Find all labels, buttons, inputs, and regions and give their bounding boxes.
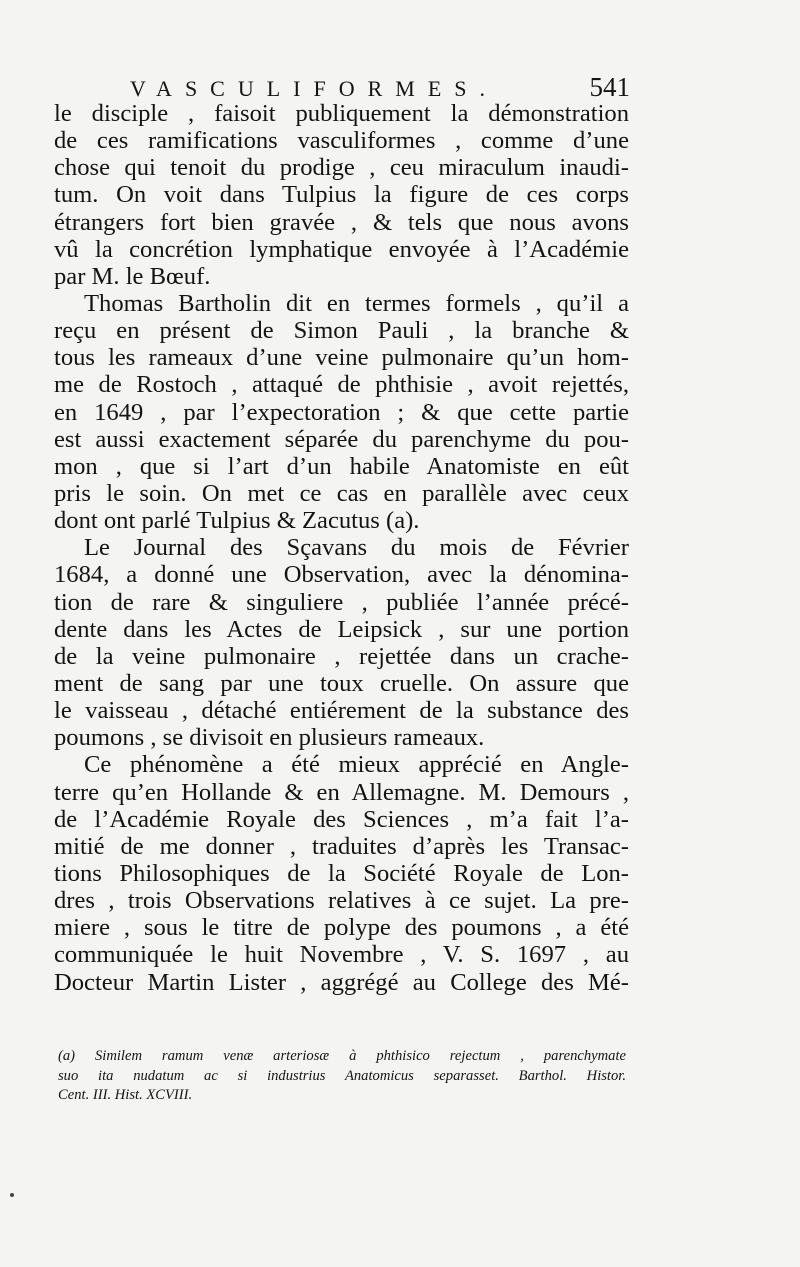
text-line: le disciple , faisoit publiquement la démonstration bbox=[54, 100, 629, 127]
text-line: poumons , se divisoit en plusieurs rameaux. bbox=[54, 724, 485, 752]
text-line: est aussi exactement séparée du parenchyme du pou- bbox=[54, 425, 629, 453]
text-line: le vaisseau , détaché entiérement de la substance des bbox=[54, 697, 629, 725]
page-number: 541 bbox=[589, 72, 630, 102]
text-line: de l’Académie Royale des Sciences , m’a fait l’a- bbox=[54, 805, 629, 833]
text-line: dente dans les Actes de Leipsick , sur une portion bbox=[54, 615, 629, 643]
text-line: vû la concrétion lymphatique envoyée à l’Académie bbox=[54, 235, 629, 263]
text-line: Thomas Bartholin dit en termes formels , qu’il a bbox=[84, 289, 629, 317]
text-line: Le Journal des Sçavans du mois de Février bbox=[84, 534, 629, 562]
footnote-line: (a) Similem ramum venæ arteriosæ à phthisico rejectum , parenchymate bbox=[58, 1048, 626, 1064]
text-line: dont ont parlé Tulpius & Zacutus (a). bbox=[54, 507, 420, 535]
text-line: tion de rare & singuliere , publiée l’année précé- bbox=[54, 588, 629, 616]
text-line: pris le soin. On met ce cas en parallèle avec ceux bbox=[54, 479, 629, 507]
text-line: dres , trois Observations relatives à ce sujet. La pre- bbox=[54, 887, 629, 915]
text-line: me de Rostoch , attaqué de phthisie , avoit rejettés, bbox=[54, 371, 629, 399]
text-line: miere , sous le titre de polype des poumons , a été bbox=[54, 914, 629, 942]
text-line: chose qui tenoit du prodige , ceu miraculum inaudi- bbox=[54, 154, 629, 182]
text-line: en 1649 , par l’expectoration ; & que cette partie bbox=[54, 398, 629, 426]
ink-speck bbox=[10, 1193, 14, 1197]
text-line: Docteur Martin Lister , aggrégé au College des Mé- bbox=[54, 968, 629, 996]
text-line: mitié de me donner , traduites d’après les Transac- bbox=[54, 832, 629, 860]
text-line: communiquée le huit Novembre , V. S. 1697 , au bbox=[54, 941, 629, 969]
text-line: terre qu’en Hollande & en Allemagne. M. Demours , bbox=[54, 778, 629, 806]
text-line: mon , que si l’art d’un habile Anatomiste en eût bbox=[54, 452, 629, 480]
text-line: 1684, a donné une Observation, avec la dénomina- bbox=[54, 561, 629, 589]
text-line: reçu en présent de Simon Pauli , la branche & bbox=[54, 317, 629, 345]
text-line: tum. On voit dans Tulpius la figure de ces corps bbox=[54, 181, 629, 209]
text-line: de ces ramifications vasculiformes , comme d’une bbox=[54, 127, 629, 155]
text-line: ment de sang par une toux cruelle. On assure que bbox=[54, 669, 629, 697]
text-line: étrangers fort bien gravée , & tels que nous avons bbox=[54, 208, 629, 236]
footnote-line: suo ita nudatum ac si industrius Anatomicus separasset. Barthol. Histor. bbox=[58, 1067, 626, 1084]
text-line: tions Philosophiques de la Société Royale de Lon- bbox=[54, 859, 629, 887]
text-line: de la veine pulmonaire , rejettée dans un crache- bbox=[54, 642, 629, 670]
text-line: par M. le Bœuf. bbox=[54, 262, 211, 290]
footnote-line: Cent. III. Hist. XCVIII. bbox=[58, 1087, 193, 1103]
text-line: Ce phénomène a été mieux apprécié en Angle- bbox=[84, 751, 629, 779]
footnotes bbox=[58, 1047, 626, 1106]
running-head: VASCULIFORMES. bbox=[130, 76, 499, 101]
text-line: tous les rameaux d’une veine pulmonaire qu’un hom- bbox=[54, 344, 629, 372]
body-text bbox=[54, 100, 629, 996]
